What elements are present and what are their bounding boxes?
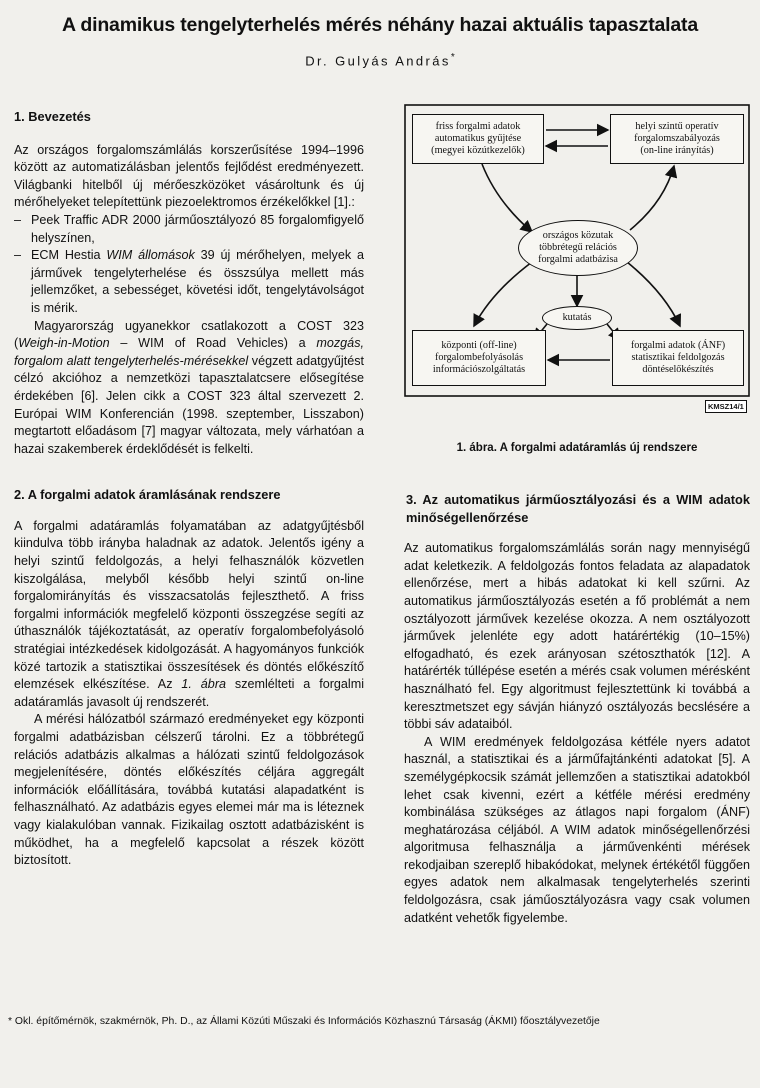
author-line — [0, 52, 760, 68]
author-name: Dr. Gulyás András — [305, 53, 451, 69]
fresh-traffic-data-box: friss forgalmi adatok automatikus gyűjtése (megyei közútkezelők) — [412, 114, 544, 164]
footnote: * Okl. építőmérnök, szakmérnök, Ph. D., az Állami Közúti Műszaki és Információs Közhasznú Társaság (ÁKMI) főosztályvezetője — [8, 1016, 600, 1027]
section-2-heading: 2. A forgalmi adatok áramlásának rendszere — [14, 487, 281, 503]
left-column — [14, 108, 364, 870]
local-traffic-control-box: helyi szintű operatív forgalomszabályozás (on-line irányítás) — [610, 114, 744, 164]
right-column — [404, 491, 750, 927]
author-footnote-mark: * — [450, 52, 455, 63]
section-1-paragraph-1: Az országos forgalomszámlálás korszerűsítése 1994–1996 között az automatizálásban jelentős fejlődést eredményezett. Világbanki hitelből új mérőeszközöket vásároltunk és új mérőhelyeket telepítettünk piezoelektromos érzékelőkkel [1].: — [14, 142, 364, 210]
national-database-ellipse: országos közutak többrétegű relációs forgalmi adatbázisa — [518, 220, 638, 276]
section-3-paragraph-1: Az automatikus forgalomszámlálás során nagy mennyiségű adat keletkezik. A feldolgozás fontos feladata az alapadatok ellenőrzése, mert a hibás adatokat ki kell szűrni. Az automatikus járműosztályozás esetén a fő problémát a nem osztályozott járművek kezelése okozza. A nem osztályozott járművek jelenléte egy adott határértékig (10–15%) elfogadható, és ezek arányosan szétoszthatók [12]. A határérték túllépése esetén a mérés csak volumen mérésként használható fel. Egy algoritmust fejlesztettünk ki továbbá a keresztmetszet egy sávján hiányzó osztályozás becslésére a többi sáv adataiból. — [404, 541, 750, 732]
figure-data-flow — [402, 102, 752, 449]
section-2-paragraph-1: A forgalmi adatáramlás folyamatában az adatgyűjtésből kiindulva több irányba haladnak az adatok. Jelentős igény a helyi szintű feldolgozás, a helyi felhasználók közvetlen kiszolgálása, melyből később helyi szintű on-line forgalomirányítás és visszacsatolás fejleszthető. A friss forgalmi információk megfelelő központi összegzése segíti az úthasználók tájékoztatását, az operatív forgalombefolyásoló stratégiai intézkedések kidolgozását. A hagyományos funkciók közé tartozik a statisztikai összesítések és döntés előkészítő elemzések elkészítése. Az 1. ábra szemlélteti a forgalmi adatáramlás javasolt új rendszerét. — [14, 518, 364, 709]
list-item: – Peek Traffic ADR 2000 járműosztályozó 85 forgalomfigyelő helyszínen, — [14, 212, 364, 247]
research-ellipse: kutatás — [542, 306, 612, 330]
section-1-paragraph-2: Magyarország ugyanekkor csatlakozott a COST 323 (Weigh-in-Motion – WIM of Road Vehicles) a mozgás, forgalom alatt tengelyterhelés-mérésekkel végzett adatgyűjtést célzó akcióhoz a nemzetközi tapasztalatcsere elősegítése érdekében [6]. Jelen cikk a COST 323 által szervezett 2. Európai WIM Konferencián (1998. szeptember, Lisszabon) megtartott előadásom [7] magyar változata, mely várhatóan a hazai szakemberek érdeklődését is felkelti. — [14, 318, 364, 456]
figure-caption: 1. ábra. A forgalmi adatáramlás új rendszere — [456, 442, 698, 454]
figure-tag: KMSZ14/1 — [705, 400, 747, 413]
article-title: A dinamikus tengelyterhelés mérés néhány hazai aktuális tapasztalata — [62, 14, 698, 36]
measurement-list — [14, 212, 364, 318]
section-3-paragraph-2: A WIM eredmények feldolgozása kétféle nyers adatot használ, a statisztikai és a járműfajtánkénti adatokat [5]. A személygépkocsik számát jellemzően a statisztikai adatokból lehet csak kivenni, ezért a kétféle mérési eredmény kombinálása szükséges az átlagos napi forgalom (ÁNF) meghatározása céljából. A WIM adatok minőségellenőrzési algoritmusa felhasználja a járművenkénti mérések rekodjaiban szereplő hibakódokat, melynek értékétől függően egyes adatok nem alkalmasak tengelyterhelés szerinti feldolgozásra, csak jáműosztályozásra vagy csak volumen adatként vehetők figyelembe. — [404, 734, 750, 925]
list-item: – ECM Hestia WIM állomások 39 új mérőhelyen, melyek a járművek tengelyterhelése és összsúlya mellett más jellemzőket, a sebességet, követési időt, tengelytávolságot is mérik. — [14, 247, 364, 317]
statistics-box: forgalmi adatok (ÁNF) statisztikai feldolgozás döntéselőkészítés — [612, 330, 744, 386]
section-3-heading: 3. Az automatikus járműosztályozási és a WIM adatok minőségellenőrzése — [406, 492, 750, 525]
section-2-paragraph-2: A mérési hálózatból származó eredményeket egy központi forgalmi adatbázisban célszerű tárolni. Ez a többrétegű relációs adatbázis alkalmas a hálózati szintű feldolgozások megjelenítésére, döntés előkészítés céljára aggregált információk előállítására, továbbá kutatási alapadatként is felhasználható. Az adatbázis egyes elemei már ma is léteznek vagy kialakulóban vannak. Fizikailag osztott adatbázisként is működhet, ha a megfelelő kapcsolat a részek között biztosított. — [14, 712, 364, 868]
central-offline-box: központi (off-line) forgalombefolyásolás információszolgáltatás — [412, 330, 546, 386]
section-1-heading: 1. Bevezetés — [14, 109, 91, 124]
